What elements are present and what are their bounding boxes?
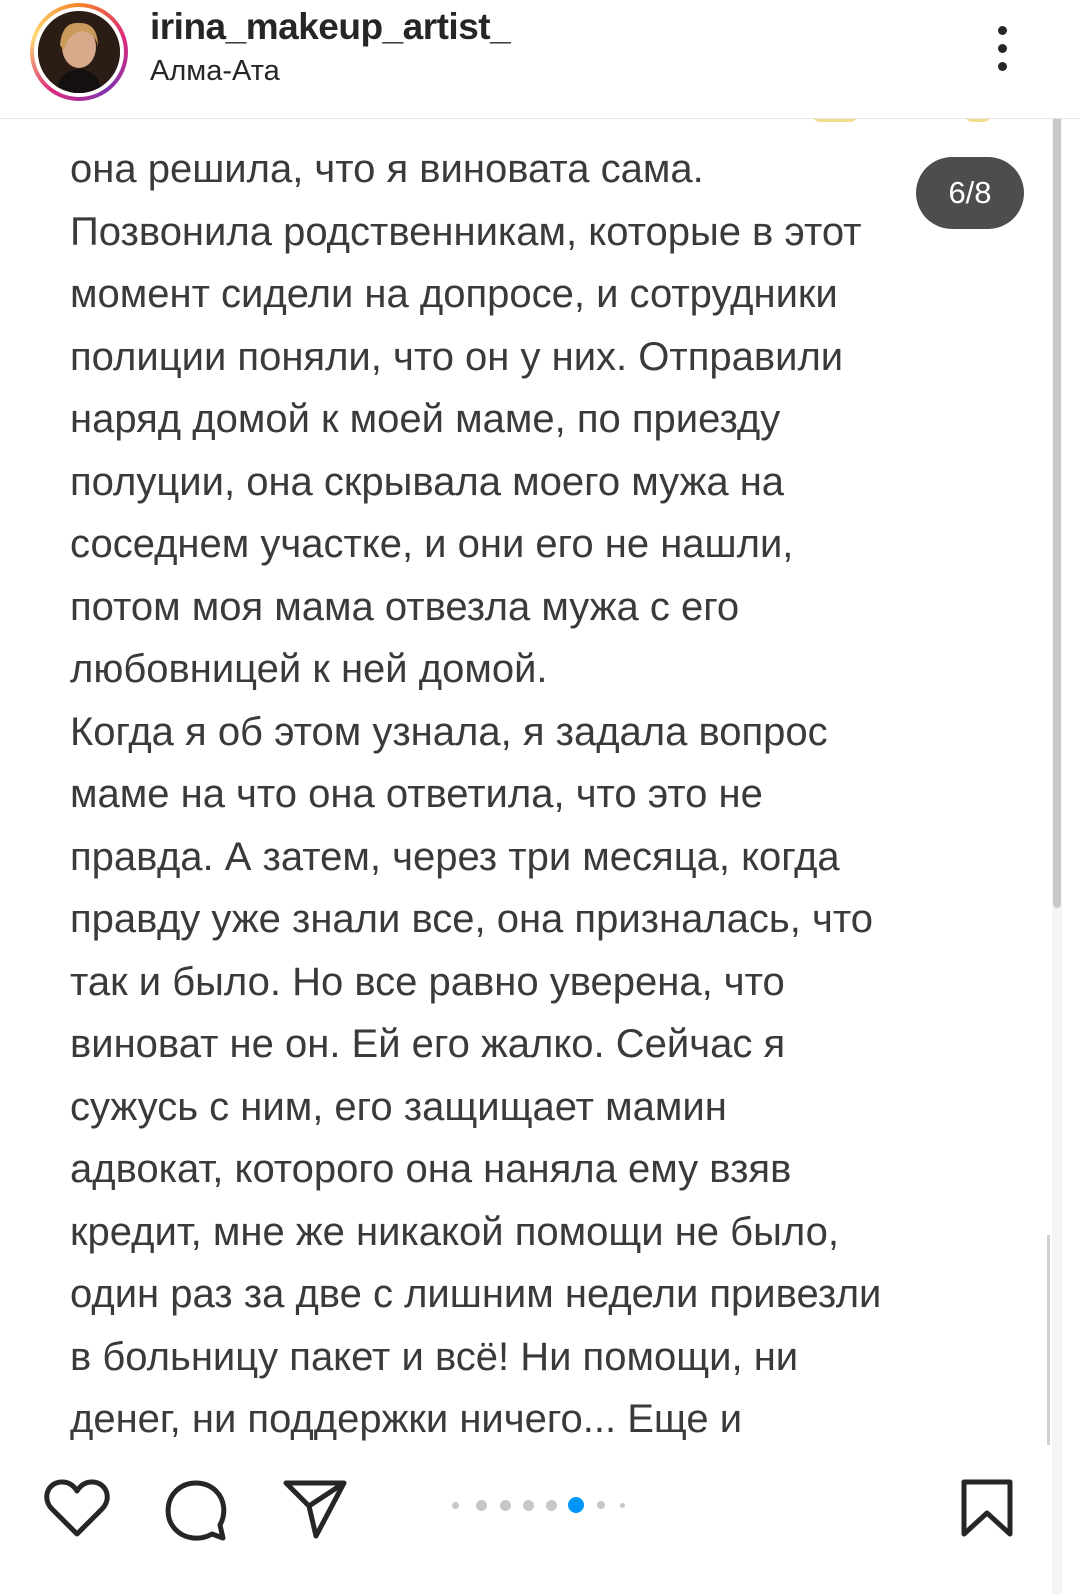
action-bar (0, 1450, 1052, 1594)
carousel-dot (452, 1502, 459, 1509)
carousel-dot (597, 1501, 605, 1509)
story-ring[interactable] (30, 3, 128, 101)
bookmark-icon[interactable] (960, 1478, 1014, 1543)
post-image[interactable] (0, 118, 1062, 1450)
post-text: она решила, что я виновата сама. Позвонила родственникам, которые в этот момент сидели на допросе, и сотрудники полиции поняли, что он у них. Отправили наряд домой к моей маме, по приезду полуции, она скрывала моего мужа на соседнем участке, и они его не нашли, потом моя мама отвезла мужа с его любовницей к ней домой. Когда я об этом узнала, я задала вопрос маме на что она ответила, что это не правда. А затем, через три месяца, когда правду уже знали все, она призналась, что так и было. Но все равно уверена, что виноват не он. Ей его жалко. Сейчас я сужусь с ним, его защищает мамин адвокат, которого она наняла ему взяв кредит, мне же никакой помощи не было, один раз за две с лишним недели привезли в больницу пакет и всё! Ни помощи, ни денег, ни поддержки ничего... Еще и (70, 147, 882, 1441)
location[interactable]: Алма-Ата (150, 55, 280, 87)
scrollbar-thumb[interactable] (1053, 0, 1061, 908)
share-icon[interactable] (282, 1478, 348, 1545)
avatar-portrait (38, 11, 120, 93)
comment-icon[interactable] (164, 1478, 228, 1547)
carousel-dot (523, 1500, 534, 1511)
carousel-dot (620, 1503, 625, 1508)
carousel-dot (546, 1500, 557, 1511)
slide-counter: 6/8 (916, 157, 1024, 229)
post-header (0, 0, 1080, 119)
more-options-icon[interactable] (985, 20, 1021, 76)
heart-icon[interactable] (44, 1478, 110, 1543)
carousel-indicator (452, 1496, 632, 1516)
username[interactable]: irina_makeup_artist_ (150, 6, 511, 47)
carousel-dot-active (568, 1497, 584, 1513)
avatar (38, 11, 120, 93)
scroll-indicator (1047, 1235, 1050, 1445)
carousel-dot (476, 1500, 487, 1511)
carousel-dot (500, 1500, 511, 1511)
